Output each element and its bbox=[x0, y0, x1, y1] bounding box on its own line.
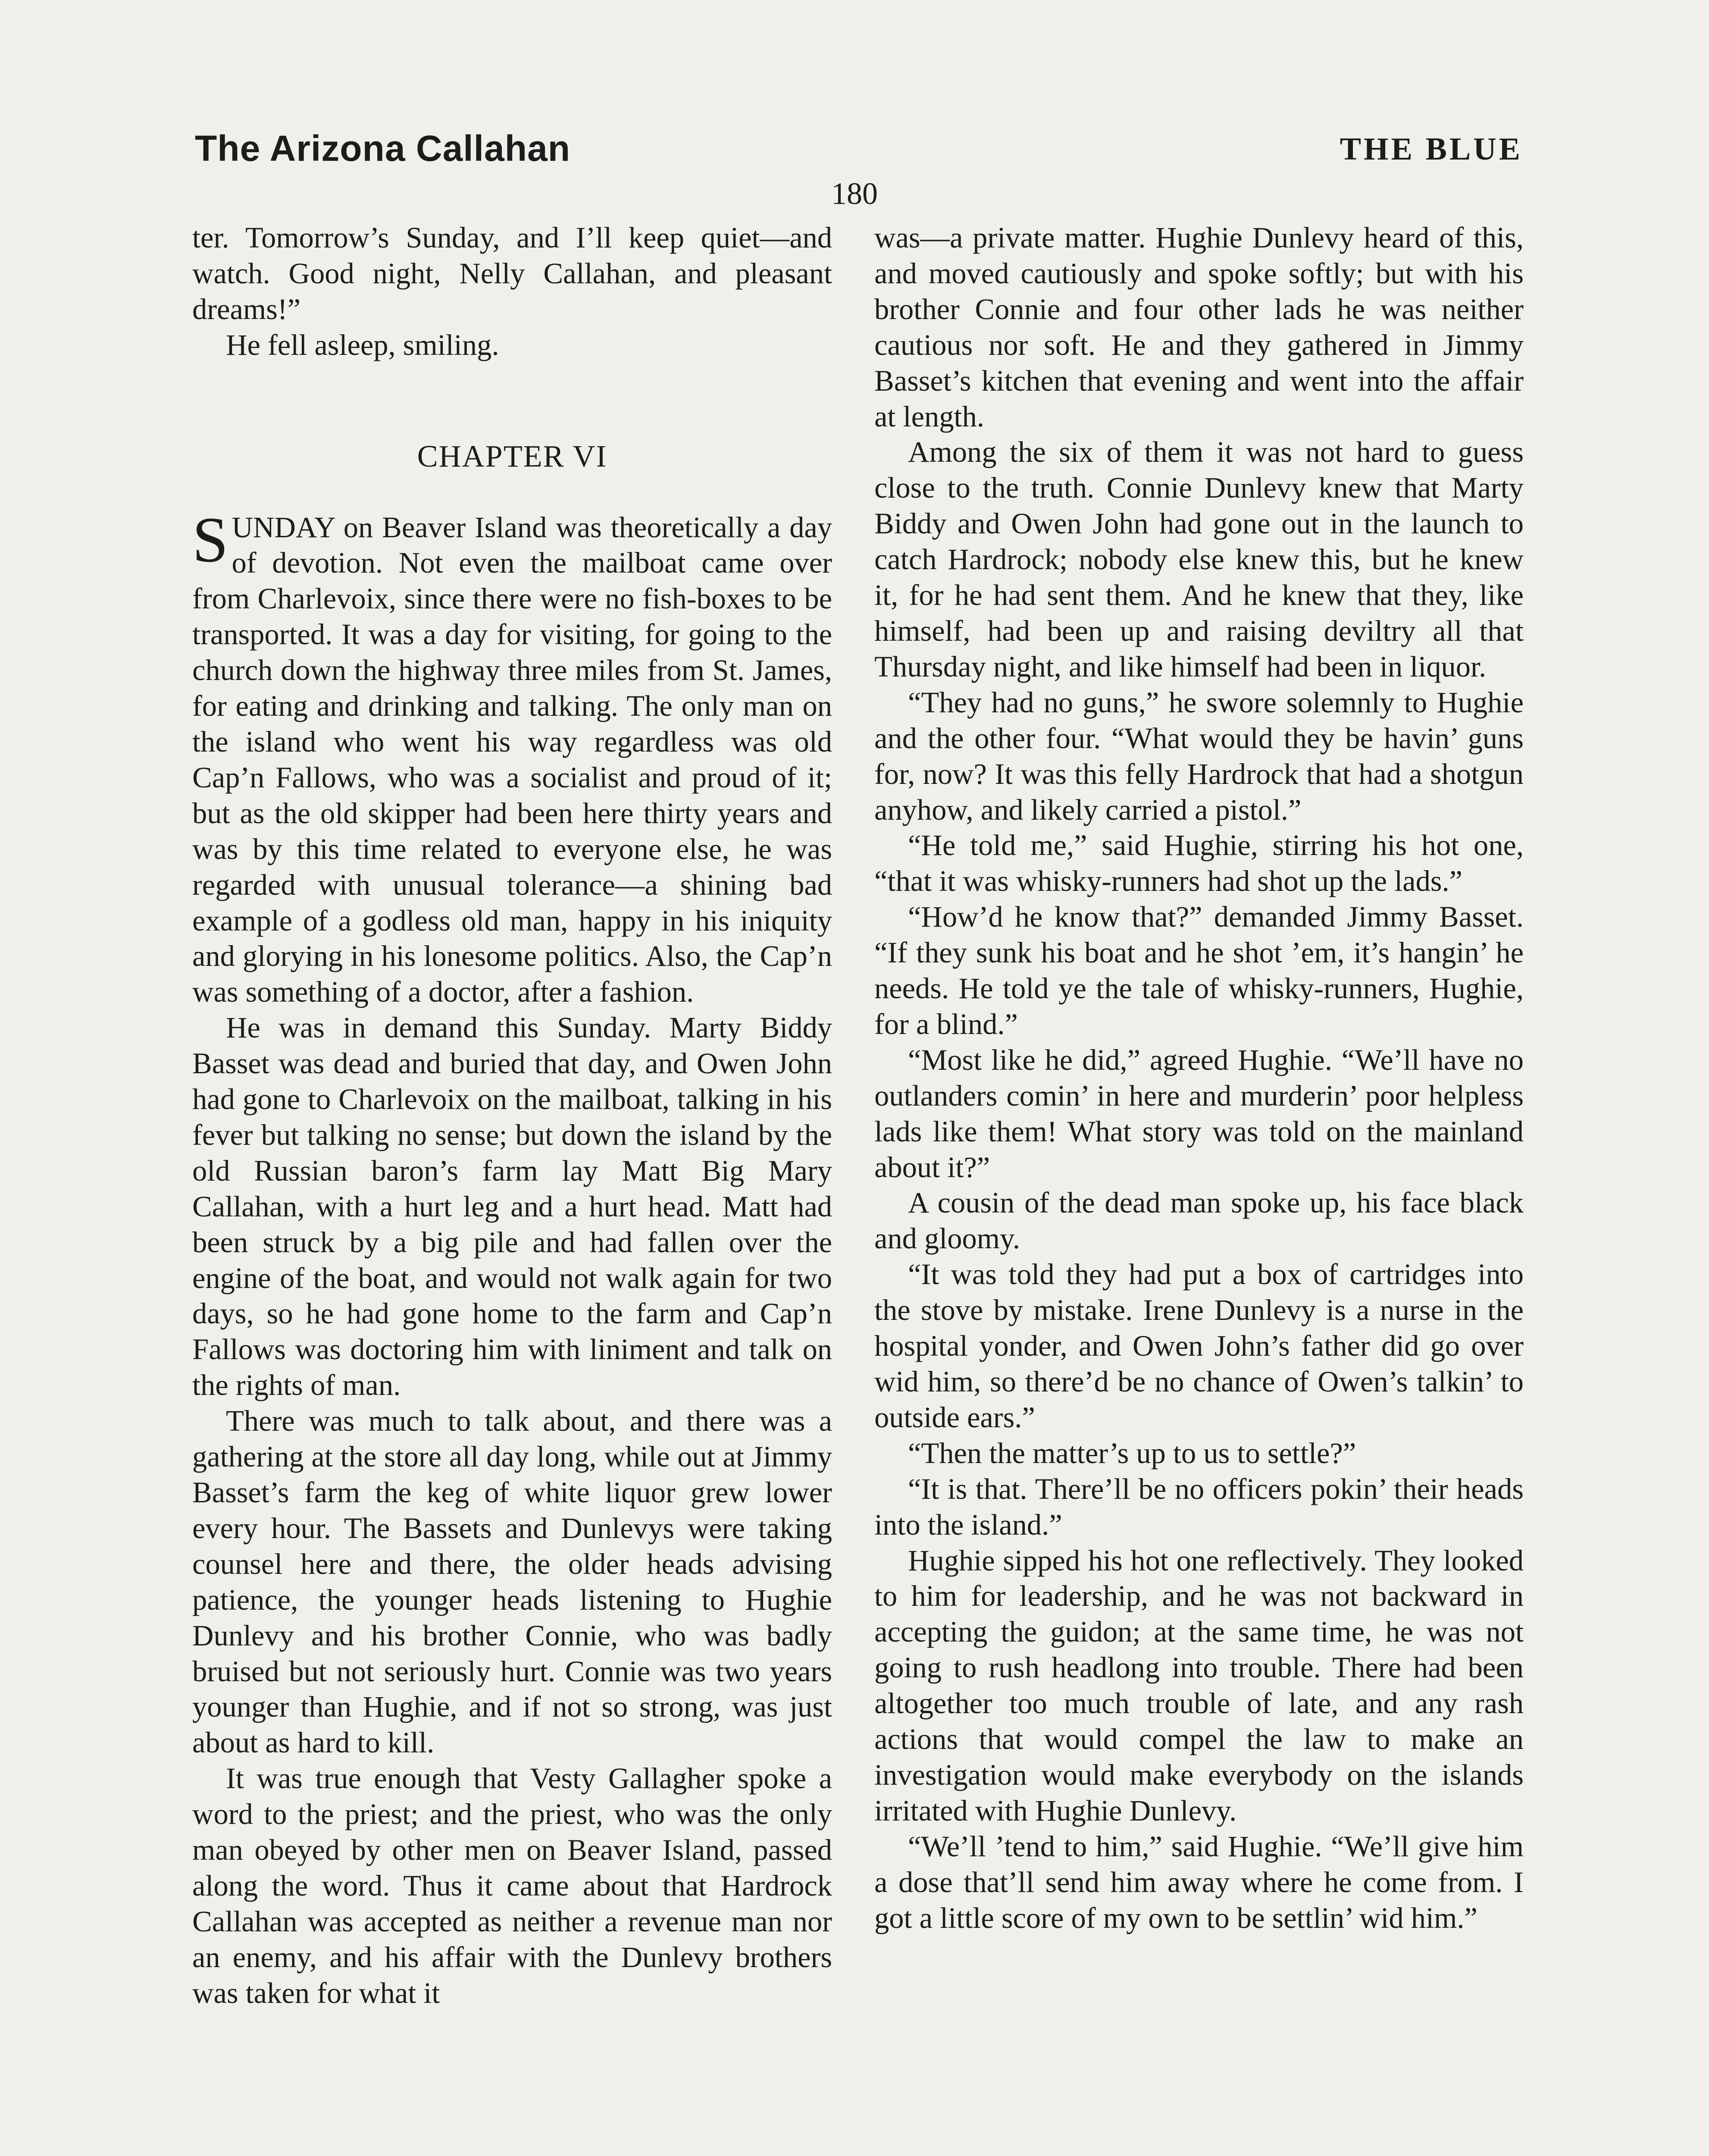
paragraph-vesty: It was true enough that Vesty Gallagher spoke a word to the priest; and the priest, who was the only man obeyed by other men on Beaver Island, passed along the word. Thus it came about that Hardrock Callahan was accepted as neither a revenue man nor an enemy, and his affair with the Dunlevy brothers was taken for what it bbox=[192, 1762, 832, 2009]
paragraph-most: “Most like he did,” agreed Hughie. “We’ll have no outlanders comin’ in here and murderin’ poor helpless lads like them! What story was told on the mainland about it?” bbox=[874, 1043, 1524, 1184]
paragraph-continuation: was—a private matter. Hughie Dunlevy heard of this, and moved cautiously and spoke softly; but with his brother Connie and four other lads he was neither cautious nor soft. He and they gathered in Jimmy Basset’s kitchen that evening and went into the affair at length. bbox=[874, 221, 1524, 433]
story-title: The Arizona Callahan bbox=[195, 128, 571, 169]
paragraph-talk: There was much to talk about, and there was a gathering at the store all day long, while out at Jimmy Basset’s farm the keg of white liquor grew lower every hour. The Bassets and Dunlevys were taking counsel here and there, the older heads advising patience, the younger heads listening to Hughie Dunlevy and his brother Connie, who was badly bruised but not seriously hurt. Connie was two years younger than Hughie, and if not so strong, was just about as hard to kill. bbox=[192, 1404, 832, 1759]
paragraph-cousin: A cousin of the dead man spoke up, his face black and gloomy. bbox=[874, 1186, 1524, 1255]
paragraph-sipped: Hughie sipped his hot one reflectively. They looked to him for leadership, and he was not backward in accepting the guidon; at the same time, he was not going to rush headlong into trouble. There had been altogether too much trouble of late, and any rash actions that would compel the law to make an investigation would make everybody on the islands irritated with Hughie Dunlevy. bbox=[874, 1544, 1524, 1827]
paragraph-guns: “They had no guns,” he swore solemnly to Hughie and the other four. “What would they be havin’ guns for, now? It was this felly Hardrock that had a shotgun anyhow, and likely carried a pistol.” bbox=[874, 686, 1524, 826]
paragraph-settle: “Then the matter’s up to us to settle?” bbox=[908, 1436, 1356, 1470]
paragraph-continuation: ter. Tomorrow’s Sunday, and I’ll keep quiet—and watch. Good night, Nelly Callahan, and pleasant dreams!” bbox=[192, 221, 832, 326]
chapter-heading: CHAPTER VI bbox=[417, 439, 607, 473]
left-column bbox=[192, 220, 832, 2011]
paragraph-demand: He was in demand this Sunday. Marty Biddy Basset was dead and buried that day, and Owen John had gone to Charlevoix on the mailboat, talking in his fever but talking no sense; but down the island by the old Russian baron’s farm lay Matt Big Mary Callahan, with a hurt leg and a hurt head. Matt had been struck by a big pile and had fallen over the engine of the boat, and would not walk again for two days, so he had gone home to the farm and Cap’n Fallows was doctoring him with liniment and talk on the rights of man. bbox=[192, 1011, 832, 1402]
drop-cap: S bbox=[192, 504, 228, 576]
right-column bbox=[874, 220, 1524, 1936]
paragraph-officers: “It is that. There’ll be no officers pokin’ their heads into the island.” bbox=[874, 1472, 1524, 1541]
paragraph-cartridges: “It was told they had put a box of cartridges into the stove by mistake. Irene Dunlevy is a nurse in the hospital yonder, and Owen John’s father did go over wid him, so there’d be no chance of Owen’s talkin’ to outside ears.” bbox=[874, 1258, 1524, 1434]
paragraph-asleep: He fell asleep, smiling. bbox=[226, 328, 499, 361]
paragraph-howd: “How’d he know that?” demanded Jimmy Basset. “If they sunk his boat and he shot ’em, it’s hangin’ he needs. He told ye the tale of whisky-runners, Hughie, for a blind.” bbox=[874, 900, 1524, 1040]
paragraph-six: Among the six of them it was not hard to guess close to the truth. Connie Dunlevy knew that Marty Biddy and Owen John had gone out in the launch to catch Hardrock; nobody else knew this, but he knew it, for he had sent them. And he knew that they, like himself, had been up and raising deviltry all that Thursday night, and like himself had been in liquor. bbox=[874, 436, 1524, 683]
paragraph-told: “He told me,” said Hughie, stirring his hot one, “that it was whisky-runners had shot up the lads.” bbox=[874, 829, 1524, 898]
page-number: 180 bbox=[831, 176, 878, 211]
magazine-title: THE BLUE bbox=[1340, 132, 1523, 167]
paragraph-tend: “We’ll ’tend to him,” said Hughie. “We’ll give him a dose that’ll send him away where he come from. I got a little score of my own to be settlin’ wid him.” bbox=[874, 1830, 1524, 1934]
paragraph-sunday bbox=[192, 504, 832, 1010]
paragraph-sunday-text: UNDAY on Beaver Island was theoretically a day of devotion. Not even the mailboat came over from Charlevoix, since there were no fish-boxes to be transported. It was a day for visiting, for going to the church down the highway three miles from St. James, for eating and drinking and talking. The only man on the island who went his way regardless was old Cap’n Fallows, who was a socialist and proud of it; but as the old skipper had been here thirty years and was by this time related to everyone else, he was regarded with unusual tolerance—a shining bad example of a godless old man, happy in his iniquity and glorying in his lonesome politics. Also, the Cap’n was something of a doctor, after a fashion. bbox=[192, 511, 832, 1009]
